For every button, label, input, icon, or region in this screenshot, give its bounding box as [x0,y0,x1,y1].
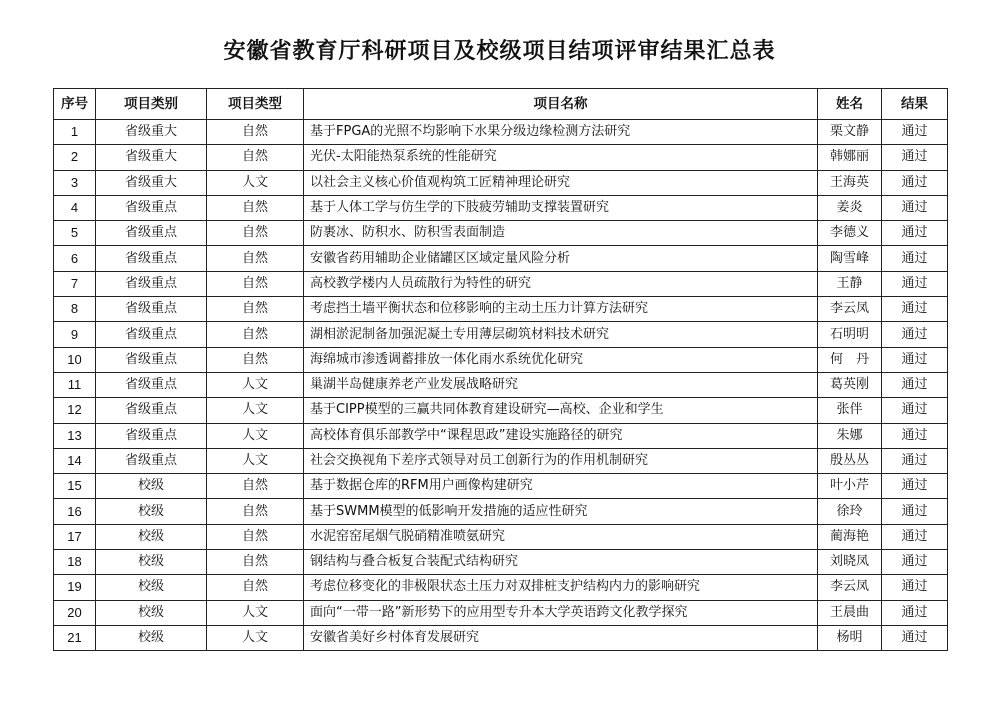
table-row [54,271,948,296]
cell-person-name: 蔺海艳 [818,524,882,549]
cell-result: 通过 [882,372,948,397]
cell-project-type: 人文 [207,423,304,448]
cell-result: 通过 [882,448,948,473]
cell-person-name: 韩娜丽 [818,145,882,170]
table-row [54,372,948,397]
cell-person-name: 李云凤 [818,297,882,322]
cell-project-name: 考虑挡土墙平衡状态和位移影响的主动土压力计算方法研究 [304,297,818,322]
table-row [54,575,948,600]
cell-project-level: 校级 [96,575,207,600]
cell-project-level: 省级重点 [96,221,207,246]
cell-project-name: 巢湖半岛健康养老产业发展战略研究 [304,372,818,397]
cell-person-name: 陶雪峰 [818,246,882,271]
header-project-type: 项目类型 [207,89,304,120]
table-row [54,195,948,220]
table-row [54,170,948,195]
cell-result: 通过 [882,398,948,423]
cell-person-name: 叶小芹 [818,474,882,499]
table-row [54,625,948,650]
cell-index: 4 [54,195,96,220]
cell-person-name: 栗文静 [818,120,882,145]
table-row [54,474,948,499]
cell-project-type: 自然 [207,120,304,145]
cell-project-level: 省级重大 [96,120,207,145]
cell-project-level: 校级 [96,499,207,524]
cell-project-type: 自然 [207,474,304,499]
table-row [54,398,948,423]
cell-index: 12 [54,398,96,423]
cell-project-name: 基于CIPP模型的三赢共同体教育建设研究—高校、企业和学生 [304,398,818,423]
cell-project-level: 省级重大 [96,145,207,170]
cell-project-name: 以社会主义核心价值观构筑工匠精神理论研究 [304,170,818,195]
table-row [54,347,948,372]
header-project-name: 项目名称 [304,89,818,120]
cell-result: 通过 [882,550,948,575]
cell-index: 19 [54,575,96,600]
cell-result: 通过 [882,600,948,625]
cell-person-name: 张伴 [818,398,882,423]
cell-project-level: 校级 [96,600,207,625]
table-row [54,600,948,625]
cell-project-level: 省级重点 [96,423,207,448]
cell-index: 18 [54,550,96,575]
table-body [54,120,948,651]
table-header-row [54,89,948,120]
cell-index: 7 [54,271,96,296]
cell-result: 通过 [882,120,948,145]
cell-result: 通过 [882,524,948,549]
table-row [54,550,948,575]
cell-project-level: 省级重点 [96,297,207,322]
table-row [54,297,948,322]
cell-project-level: 省级重点 [96,448,207,473]
cell-project-level: 省级重点 [96,246,207,271]
cell-result: 通过 [882,575,948,600]
cell-project-name: 安徽省药用辅助企业储罐区区域定量风险分析 [304,246,818,271]
cell-index: 13 [54,423,96,448]
cell-index: 8 [54,297,96,322]
cell-result: 通过 [882,499,948,524]
cell-person-name: 姜炎 [818,195,882,220]
cell-index: 5 [54,221,96,246]
cell-index: 2 [54,145,96,170]
cell-project-type: 人文 [207,600,304,625]
cell-result: 通过 [882,170,948,195]
cell-project-type: 自然 [207,499,304,524]
table-row [54,120,948,145]
cell-result: 通过 [882,297,948,322]
cell-person-name: 刘晓凤 [818,550,882,575]
cell-project-name: 水泥窑窑尾烟气脱硝精准喷氨研究 [304,524,818,549]
cell-project-name: 湖相淤泥制备加强泥凝土专用薄层砌筑材料技术研究 [304,322,818,347]
cell-project-level: 省级重大 [96,170,207,195]
cell-project-type: 自然 [207,297,304,322]
cell-project-type: 自然 [207,271,304,296]
cell-person-name: 徐玲 [818,499,882,524]
cell-result: 通过 [882,322,948,347]
cell-project-level: 校级 [96,625,207,650]
cell-person-name: 王晨曲 [818,600,882,625]
cell-person-name: 何 丹 [818,347,882,372]
cell-project-name: 基于数据仓库的RFM用户画像构建研究 [304,474,818,499]
cell-person-name: 殷丛丛 [818,448,882,473]
cell-index: 16 [54,499,96,524]
cell-project-name: 面向“一带一路”新形势下的应用型专升本大学英语跨文化教学探究 [304,600,818,625]
table-row [54,524,948,549]
cell-index: 3 [54,170,96,195]
page-title: 安徽省教育厅科研项目及校级项目结项评审结果汇总表 [223,39,776,64]
cell-project-level: 省级重点 [96,195,207,220]
cell-person-name: 葛英刚 [818,372,882,397]
cell-index: 14 [54,448,96,473]
cell-person-name: 李云凤 [818,575,882,600]
cell-project-name: 基于SWMM模型的低影响开发措施的适应性研究 [304,499,818,524]
cell-project-type: 自然 [207,145,304,170]
cell-project-name: 钢结构与叠合板复合装配式结构研究 [304,550,818,575]
cell-project-level: 省级重点 [96,372,207,397]
cell-project-name: 基于FPGA的光照不均影响下水果分级边缘检测方法研究 [304,120,818,145]
cell-project-name: 考虑位移变化的非极限状态土压力对双排桩支护结构内力的影响研究 [304,575,818,600]
table-row [54,448,948,473]
cell-index: 1 [54,120,96,145]
cell-project-type: 自然 [207,322,304,347]
header-person-name: 姓名 [818,89,882,120]
cell-project-level: 省级重点 [96,271,207,296]
cell-project-type: 人文 [207,170,304,195]
cell-result: 通过 [882,271,948,296]
cell-index: 9 [54,322,96,347]
cell-project-level: 省级重点 [96,347,207,372]
cell-project-name: 防裹冰、防积水、防积雪表面制造 [304,221,818,246]
cell-project-type: 人文 [207,448,304,473]
cell-project-name: 高校教学楼内人员疏散行为特性的研究 [304,271,818,296]
table-row [54,499,948,524]
cell-project-type: 自然 [207,550,304,575]
cell-result: 通过 [882,347,948,372]
cell-project-level: 省级重点 [96,322,207,347]
cell-project-type: 自然 [207,221,304,246]
cell-project-type: 自然 [207,524,304,549]
table-row [54,322,948,347]
cell-project-name: 光伏-太阳能热泵系统的性能研究 [304,145,818,170]
cell-project-name: 海绵城市渗透调蓄排放一体化雨水系统优化研究 [304,347,818,372]
cell-index: 10 [54,347,96,372]
table-row [54,246,948,271]
cell-index: 17 [54,524,96,549]
cell-index: 21 [54,625,96,650]
cell-person-name: 石明明 [818,322,882,347]
cell-project-name: 高校体育俱乐部教学中“课程思政”建设实施路径的研究 [304,423,818,448]
cell-result: 通过 [882,625,948,650]
cell-index: 6 [54,246,96,271]
header-index: 序号 [54,89,96,120]
cell-result: 通过 [882,246,948,271]
header-project-level: 项目类别 [96,89,207,120]
cell-person-name: 王海英 [818,170,882,195]
cell-result: 通过 [882,145,948,170]
cell-project-level: 省级重点 [96,398,207,423]
cell-result: 通过 [882,423,948,448]
cell-person-name: 王静 [818,271,882,296]
cell-result: 通过 [882,474,948,499]
cell-project-type: 人文 [207,398,304,423]
table-row [54,423,948,448]
cell-index: 11 [54,372,96,397]
cell-person-name: 李德义 [818,221,882,246]
cell-result: 通过 [882,195,948,220]
table-row [54,145,948,170]
cell-project-type: 自然 [207,195,304,220]
cell-project-name: 基于人体工学与仿生学的下肢疲劳辅助支撑装置研究 [304,195,818,220]
cell-person-name: 朱娜 [818,423,882,448]
table-row [54,221,948,246]
cell-result: 通过 [882,221,948,246]
cell-project-level: 校级 [96,474,207,499]
cell-project-name: 社会交换视角下差序式领导对员工创新行为的作用机制研究 [304,448,818,473]
cell-index: 20 [54,600,96,625]
cell-project-type: 人文 [207,372,304,397]
cell-project-level: 校级 [96,524,207,549]
results-table [53,88,948,651]
cell-project-name: 安徽省美好乡村体育发展研究 [304,625,818,650]
cell-project-type: 人文 [207,625,304,650]
cell-project-type: 自然 [207,575,304,600]
cell-index: 15 [54,474,96,499]
cell-project-type: 自然 [207,246,304,271]
cell-person-name: 杨明 [818,625,882,650]
header-result: 结果 [882,89,948,120]
cell-project-type: 自然 [207,347,304,372]
cell-project-level: 校级 [96,550,207,575]
